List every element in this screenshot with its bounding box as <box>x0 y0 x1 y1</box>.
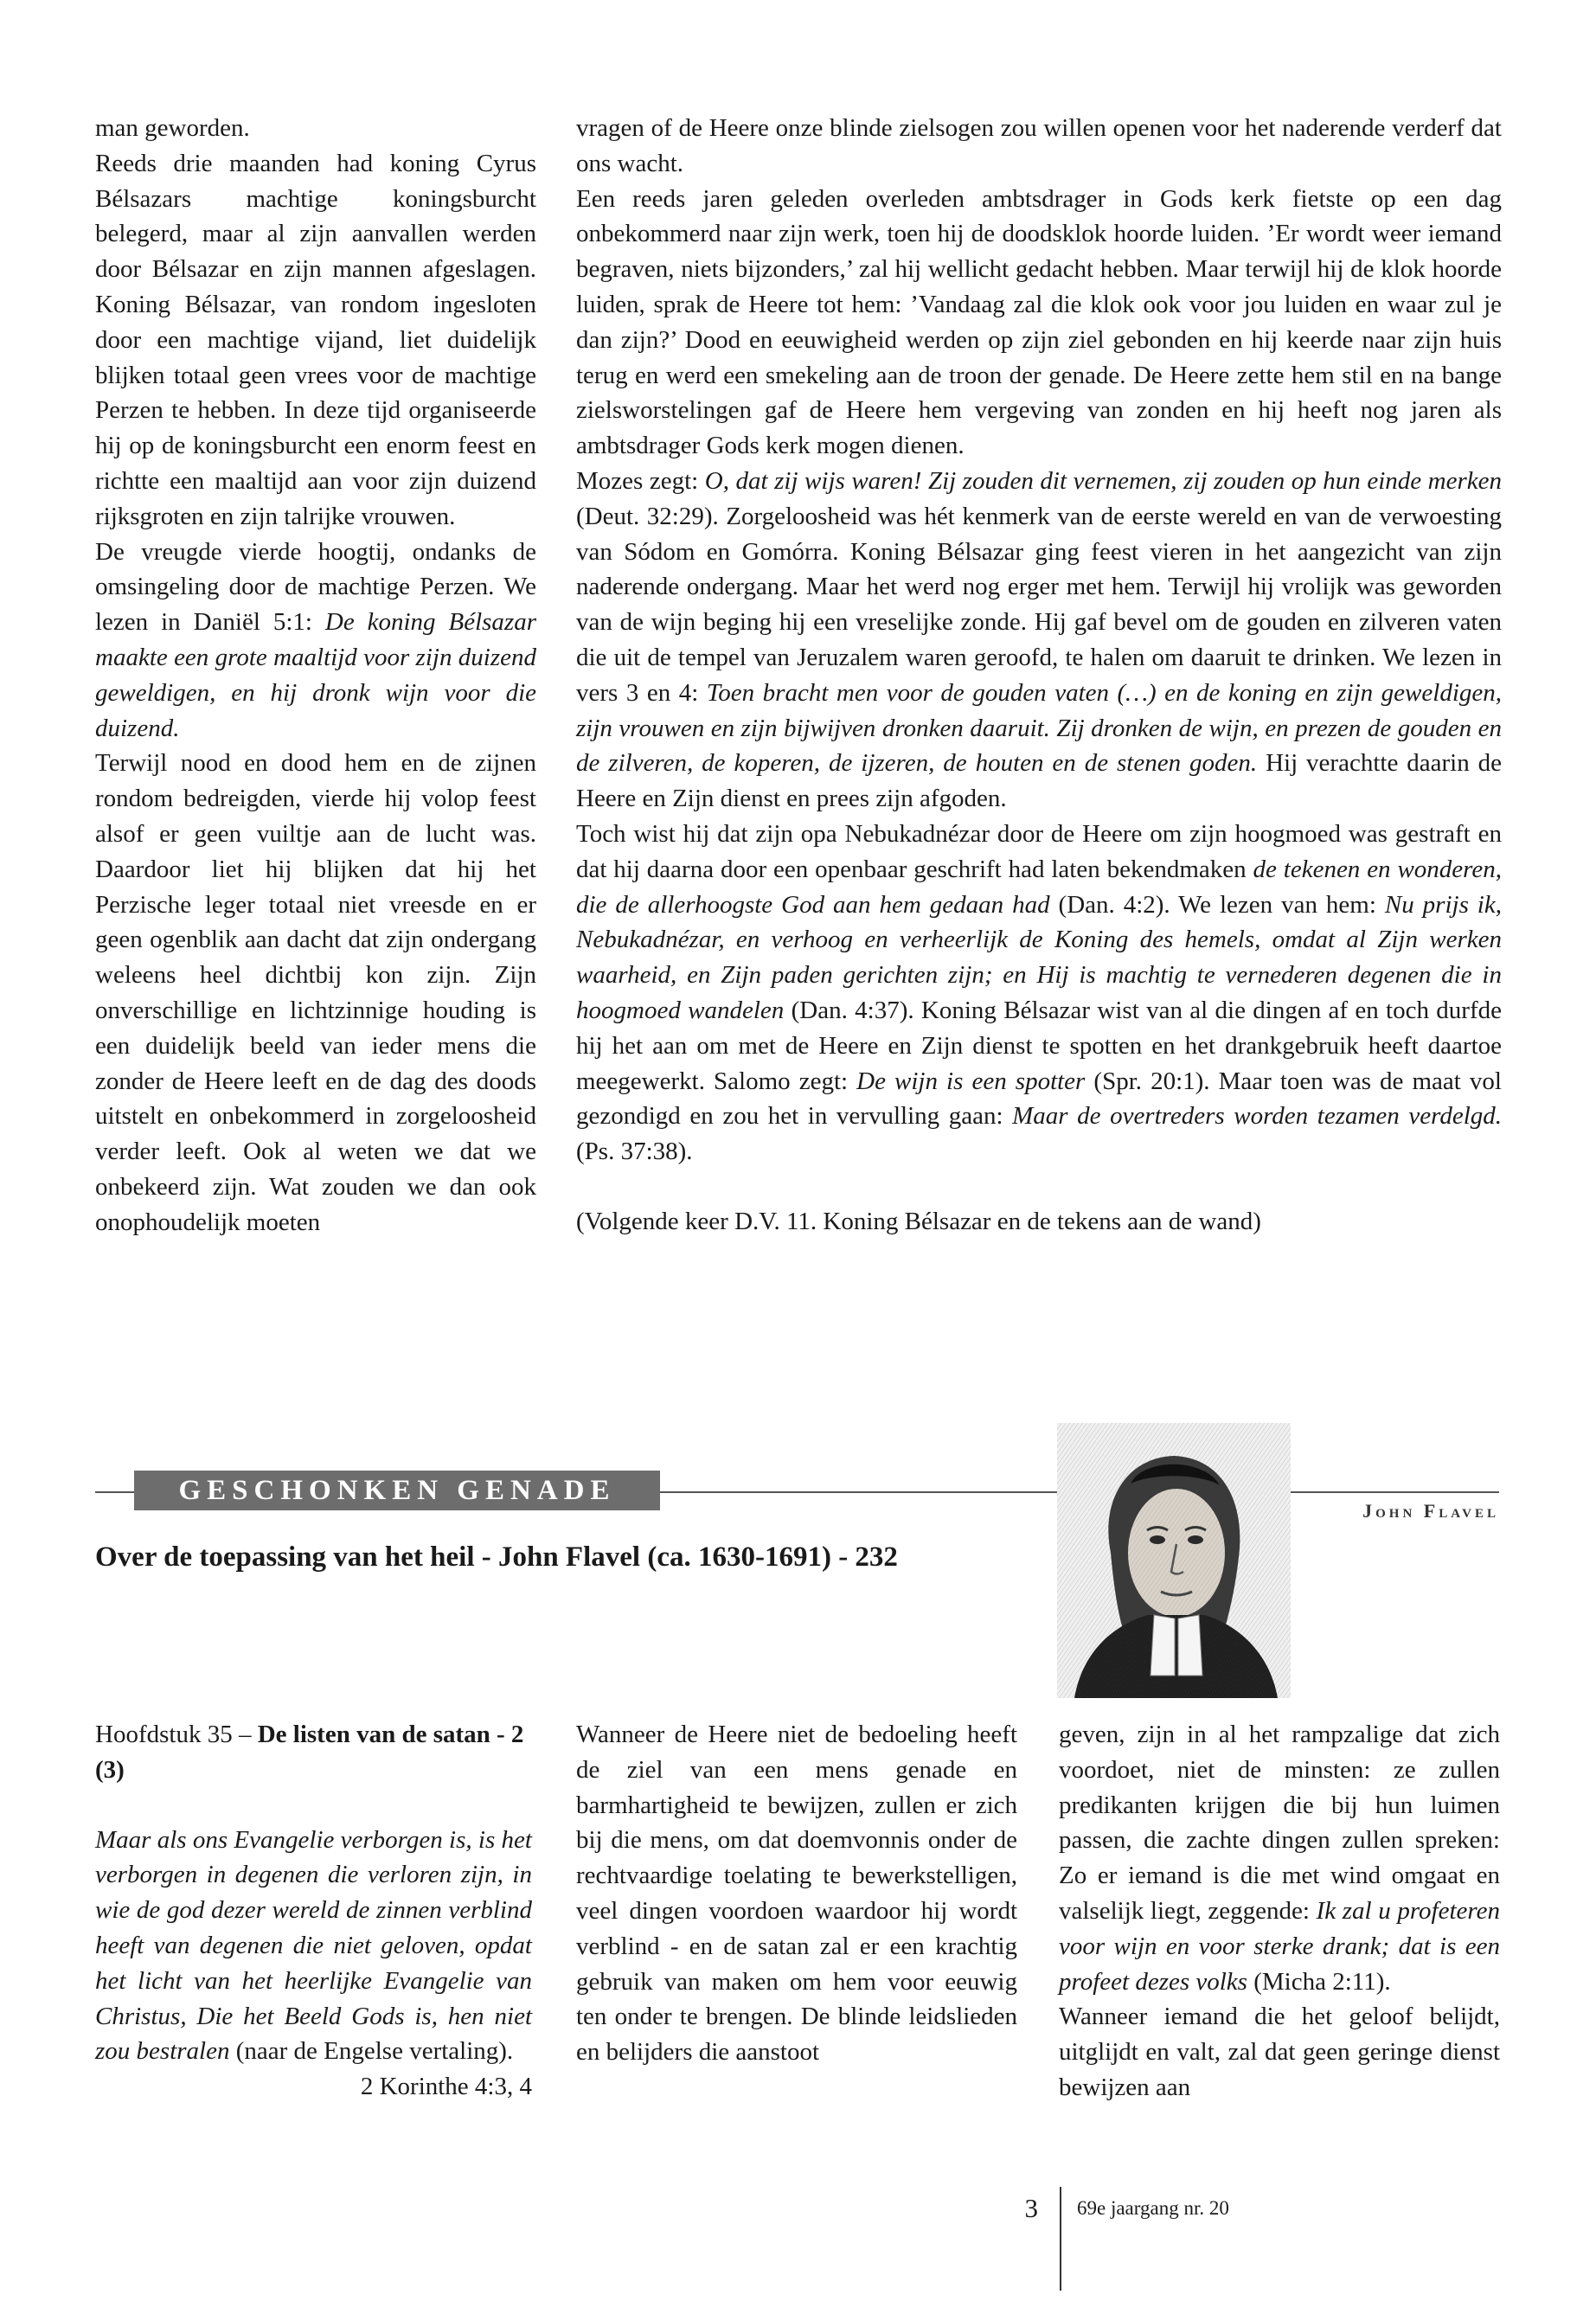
column-top-right <box>576 111 1502 1240</box>
paragraph: Wanneer iemand die het geloof belijdt, uitglijdt en valt, zal dat geen geringe dienst bewijzen aan <box>1059 2003 1500 2101</box>
text-run: Toch wist hij dat zijn opa Nebukadnézar door de Heere om zijn hoogmoed was gestraft en dat hij daarna door een openbaar geschrift had laten bekendmaken <box>576 819 1502 883</box>
chapter-title: De listen van de satan - 2 (3) <box>95 1721 524 1784</box>
paragraph: Een reeds jaren geleden overleden ambtsdrager in Gods kerk fietste op een dag onbekommerd naar zijn werk, toen hij de doodsklok hoorde luiden. ’Er wordt weer iemand begraven, niets bijzonders,’ zal hij wellicht gedacht hebben. Maar terwijl hij de klok hoorde luiden, sprak de Heere tot hem: ’Vandaag zal die klok ook voor jou luiden en waar zul je dan zijn?’ Dood en eeuwigheid werden op zijn ziel gebonden en hij keerde naar zijn huis terug en werd een smekeling aan de troon der genade. De Heere zette hem stil en na bange zielsworstelingen gaf de Heere hem vergeving van zonden en hij heeft nog jaren als ambtsdrager Gods kerk mogen dienen. <box>576 184 1502 460</box>
epigraph <box>95 1823 532 2070</box>
scripture-quote: O, dat zij wijs waren! Zij zouden dit vernemen, zij zouden op hun einde merken <box>704 466 1503 495</box>
text-run: (naar de Engelse vertaling). <box>229 2037 514 2066</box>
column-bottom-3 <box>1059 1717 1500 2106</box>
scripture-quote: Maar als ons Evangelie verborgen is, is het verborgen in degenen die verloren zijn, in wie de god dezer wereld de zinnen verblind heeft van degenen die niet geloven, opdat het licht van het heerlijke Evangelie van Christus, Die het Beeld Gods is, hen niet zou bestralen <box>95 1825 532 2066</box>
chapter-heading <box>95 1717 532 1788</box>
page-number: 3 <box>1024 2193 1038 2223</box>
text-run: (Ps. 37:38). <box>576 1138 693 1166</box>
text-run: (Dan. 4:2). We lezen van hem: <box>1049 890 1385 919</box>
text-run: geven, zijn in al het rampzalige dat zich voordoet, niet de minsten: ze zullen predikanten krijgen die bij hun luimen passen, die zachte dingen zullen spreken: Zo er iemand is die met wind omgaat en valselijk liegt, zeggende: <box>1059 1721 1500 1925</box>
scripture-quote: De wijn is een spotter <box>856 1067 1086 1095</box>
issue-info: 69e jaargang nr. 20 <box>1077 2197 1229 2219</box>
paragraph: man geworden. <box>95 114 250 142</box>
paragraph: Reeds drie maanden had koning Cyrus Bélsazars machtige koningsburcht belegerd, maar al zijn aanvallen werden door Bélsazar en zijn mannen afgeslagen. Koning Bélsazar, van rondom ingesloten door een machtige vijand, liet duidelijk blijken totaal geen vrees voor de machtige Perzen te hebben. In deze tijd organiseerde hij op de koningsburcht een enorm feest en richtte een maaltijd aan voor zijn duizend rijksgroten en zijn talrijke vrouwen. <box>95 149 536 530</box>
scripture-quote: Toen bracht men voor de gouden vaten (…) en de koning en zijn geweldigen, zijn vrouwen en zijn bijwijven dronken daaruit. Zij dronken de wijn, en prezen de gouden en de zilveren, de koperen, de ijzeren, de houten en de stenen goden. <box>576 678 1502 778</box>
paragraph <box>576 464 1502 817</box>
column-bottom-2 <box>576 1717 1017 2070</box>
scripture-quote: de tekenen en wonderen, die de allerhoogste God aan hem gedaan had <box>576 855 1502 919</box>
column-bottom-1 <box>95 1717 532 2105</box>
portrait-engraving-icon <box>1057 1423 1291 1698</box>
scripture-quote: Nu prijs ik, Nebukadnézar, en verhoog en verheerlijk de Koning des hemels, omdat al Zijn werken waarheid, en Zijn paden gerichten zijn; en Hij is machtig te vernederen degenen die in hoogmoed wandelen <box>576 890 1502 1024</box>
article-title: Over de toepassing van het heil - John Flavel (ca. 1630-1691) - 232 <box>95 1541 898 1573</box>
paragraph <box>1059 1717 1500 1999</box>
text-run: Hij verachtte daarin de Heere en Zijn dienst en prees zijn afgoden. <box>576 749 1502 813</box>
column-top-left <box>95 111 536 1240</box>
footer-divider <box>1060 2187 1061 2291</box>
text-run: (Spr. 20:1). Maar toen was de maat vol gezondigd en zou het in vervulling gaan: <box>576 1067 1502 1131</box>
author-name: John Flavel <box>1362 1500 1499 1522</box>
text-run: Mozes zegt: <box>576 466 705 495</box>
paragraph <box>95 535 536 747</box>
text-run: (Micha 2:11). <box>1247 1967 1391 1996</box>
text-run: (Dan. 4:37). Koning Bélsazar wist van al die dingen af en toch durfde hij het aan om met de Heere en Zijn dienst te spotten en het drankgebruik heeft daartoe meegewerkt. Salomo zegt: <box>576 996 1502 1095</box>
scripture-quote: Ik zal u profeteren voor wijn en voor sterke drank; dat is een profeet dezes volks <box>1059 1896 1500 1996</box>
chapter-prefix: Hoofdstuk 35 – <box>95 1721 258 1748</box>
scripture-quote: De koning Bélsazar maakte een grote maaltijd voor zijn duizend geweldigen, en hij dronk wijn voor die duizend. <box>95 608 536 742</box>
portrait-image <box>1057 1423 1291 1698</box>
spacer <box>576 1170 1502 1204</box>
scripture-quote: Maar de overtreders worden tezamen verdelgd. <box>1012 1102 1502 1131</box>
paragraph: vragen of de Heere onze blinde zielsogen zou willen openen voor het naderende verderf dat ons wacht. <box>576 114 1502 177</box>
section-banner: GESCHONKEN GENADE <box>134 1471 660 1510</box>
paragraph: Wanneer de Heere niet de bedoeling heeft de ziel van een mens genade en barmhartigheid te bewijzen, zullen er zich bij die mens, om dat doemvonnis onder de rechtvaardige toelating te bewerkstelligen, veel dingen voordoen waardoor hij wordt verblind - en de satan zal er een krachtig gebruik van maken om hem voor eeuwig ten onder te brengen. De blinde leidslieden en belijders die aanstoot <box>576 1721 1017 2067</box>
spacer <box>95 1788 532 1823</box>
paragraph <box>576 817 1502 1170</box>
text-run: De vreugde vierde hoogtij, ondanks de omsingeling door de machtige Perzen. We lezen in Daniël 5:1: <box>95 537 536 637</box>
paragraph: Terwijl nood en dood hem en de zijnen rondom bedreigden, vierde hij volop feest alsof er geen vuiltje aan de lucht was. Daardoor liet hij blijken dat hij het Perzische leger totaal niet vreesde en er geen ogenblik aan dacht dat zijn ondergang weleens heel dichtbij kon zijn. Zijn onverschillige en lichtzinnige houding is een duidelijk beeld van ieder mens die zonder de Heere leeft en de dag des doods uitstelt en onbekommerd in zorgeloosheid verder leeft. Ook al weten we dat we onbekeerd zijn. Wat zouden we dan ook onophoudelijk moeten <box>95 749 536 1236</box>
scripture-reference: 2 Korinthe 4:3, 4 <box>360 2073 532 2101</box>
text-run: (Deut. 32:29). Zorgeloosheid was hét kenmerk van de eerste wereld en van de verwoesting van Sódom en Gomórra. Koning Bélsazar ging feest vieren in het aangezicht van zijn naderende ondergang. Maar het werd nog erger met hem. Terwijl hij vrolijk was geworden van de wijn beging hij een vreselijke zonde. Hij gaf bevel om de gouden en zilveren vaten die uit de tempel van Jeruzalem waren geroofd, te halen om daaruit te drinken. We lezen in vers 3 en 4: <box>576 502 1502 707</box>
next-issue-note: (Volgende keer D.V. 11. Koning Bélsazar en de tekens aan de wand) <box>576 1207 1261 1235</box>
